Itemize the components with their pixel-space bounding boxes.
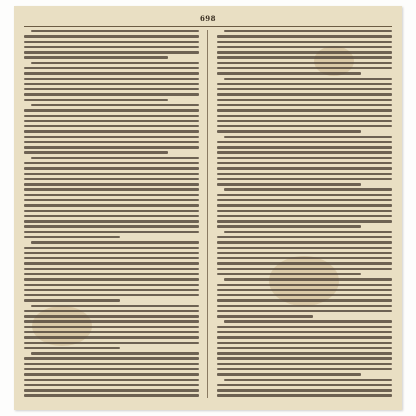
text-line [217,284,392,286]
text-line [217,225,361,227]
text-line [24,278,199,280]
text-line [24,368,199,370]
text-line [24,141,199,143]
text-line [217,241,392,243]
text-line [24,41,199,43]
text-line [24,178,199,180]
text-line [224,136,392,138]
text-line [24,262,199,264]
text-line [24,363,199,365]
text-line [24,78,199,80]
text-line [24,99,168,101]
text-line [217,247,392,249]
text-line [224,78,392,80]
text-line [31,30,199,32]
text-line [24,331,199,333]
text-line [217,252,392,254]
text-line [24,136,199,138]
text-line [24,188,199,190]
text-line [24,109,199,111]
text-line [24,183,199,185]
text-line [24,342,199,344]
text-line [217,273,361,275]
text-line [217,41,392,43]
text-line [24,162,199,164]
text-line [24,67,199,69]
text-line [24,173,199,175]
text-line [24,357,199,359]
text-line [224,30,392,32]
text-line [24,72,199,74]
text-line [24,46,199,48]
text-line [31,62,199,64]
text-line [217,257,392,259]
text-column-right [217,30,392,398]
text-line [24,289,199,291]
text-line [24,310,199,312]
text-line [224,231,392,233]
text-line [224,320,392,322]
text-line [217,120,392,122]
text-line [24,273,199,275]
text-line [24,130,199,132]
text-line [24,120,199,122]
text-line [24,268,199,270]
text-line [31,305,199,307]
text-line [217,363,392,365]
text-line [217,99,392,101]
text-line [217,56,392,58]
text-line [24,199,199,201]
text-line [24,231,199,233]
text-line [24,294,199,296]
text-line [217,357,392,359]
text-line [31,157,199,159]
text-line [24,379,199,381]
text-line [24,384,199,386]
text-column-left [24,30,199,398]
text-line [24,236,120,238]
text-line [217,115,392,117]
text-line [217,394,392,396]
text-line [217,194,392,196]
text-line [217,326,392,328]
text-line [24,56,168,58]
text-line [24,336,199,338]
text-line [217,268,392,270]
text-line [217,167,392,169]
text-line [217,384,392,386]
text-line [217,83,392,85]
text-line [217,347,392,349]
text-line [24,115,199,117]
text-line [217,336,392,338]
text-line [217,183,361,185]
text-line [217,315,313,317]
text-line [217,352,392,354]
text-line [217,62,392,64]
text-line [217,199,392,201]
text-line [217,294,392,296]
text-line [217,88,392,90]
text-line [24,284,199,286]
text-line [24,146,199,148]
text-line [217,67,392,69]
text-line [24,373,199,375]
text-line [24,93,199,95]
text-line [24,167,199,169]
text-line [24,88,199,90]
text-line [224,379,392,381]
page-number: 698 [199,14,217,23]
text-line [217,109,392,111]
text-line [24,51,199,53]
text-line [217,93,392,95]
column-divider [207,30,208,398]
text-line [24,389,199,391]
text-line [31,241,199,243]
text-line [217,51,392,53]
text-line [224,278,392,280]
text-line [24,125,199,127]
text-line [24,151,168,153]
text-line [24,204,199,206]
text-line [24,210,199,212]
text-line [217,72,361,74]
text-line [224,188,392,190]
text-line [217,289,392,291]
text-line [24,347,120,349]
text-line [217,130,361,132]
text-line [217,331,392,333]
text-line [24,220,199,222]
text-line [24,299,120,301]
text-line [24,225,199,227]
text-line [217,157,392,159]
text-line [217,262,392,264]
text-line [217,173,392,175]
text-line [217,299,392,301]
text-line [217,236,392,238]
text-line [217,210,392,212]
text-line [24,257,199,259]
text-line [217,305,392,307]
text-line [217,35,392,37]
text-line [24,247,199,249]
text-line [217,373,361,375]
text-line [217,151,392,153]
text-line [24,215,199,217]
text-line [217,104,392,106]
text-line [24,194,199,196]
text-line [217,146,392,148]
text-line [24,320,199,322]
text-line [217,342,392,344]
text-line [217,178,392,180]
text-line [217,46,392,48]
text-line [24,252,199,254]
text-line [24,394,199,396]
text-line [217,310,392,312]
text-line [217,389,392,391]
text-line [217,125,392,127]
text-line [217,220,392,222]
header-rule [24,26,392,27]
text-line [24,35,199,37]
text-line [217,162,392,164]
text-line [217,204,392,206]
text-line [217,141,392,143]
text-line [31,352,199,354]
text-line [217,368,392,370]
text-line [31,104,199,106]
text-line [24,315,199,317]
newspaper-page [14,6,402,410]
text-line [217,215,392,217]
text-line [24,326,199,328]
text-line [24,83,199,85]
